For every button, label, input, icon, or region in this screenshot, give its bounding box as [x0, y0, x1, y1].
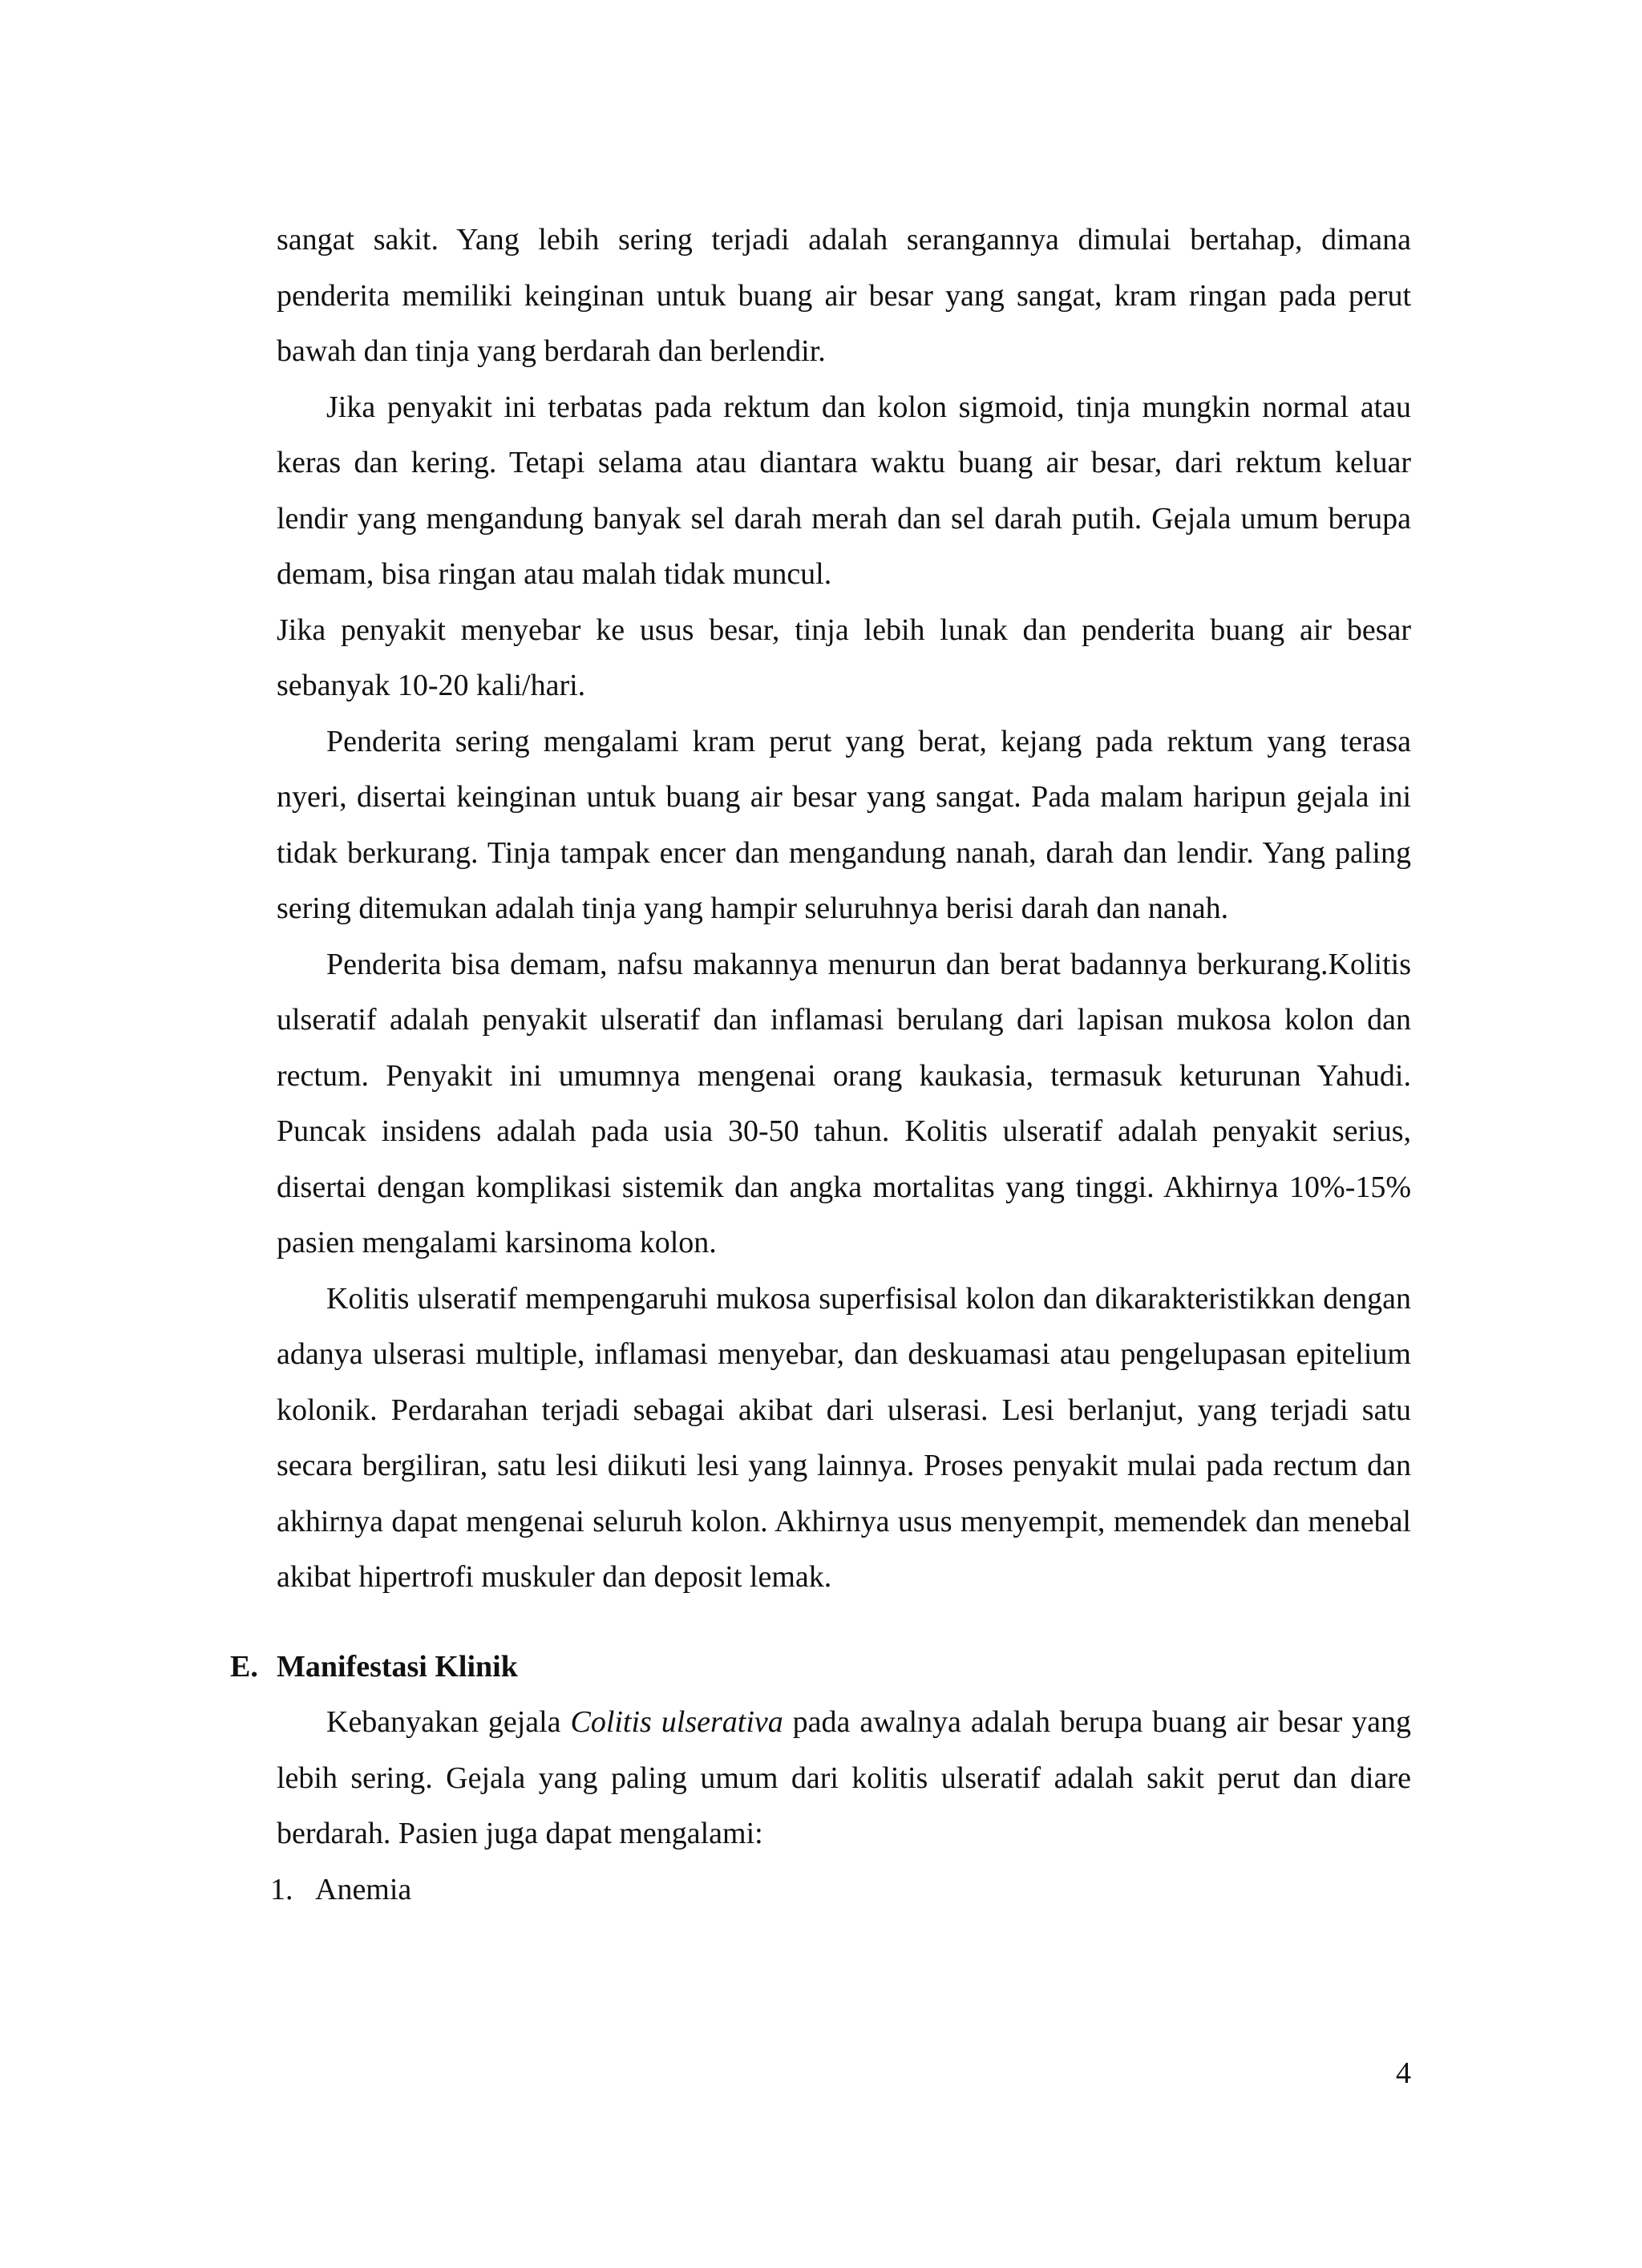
section-intro [277, 1695, 1411, 1862]
paragraph-rektum-sigmoid: Jika penyakit ini terbatas pada rektum dan kolon sigmoid, tinja mungkin normal atau keras dan kering. Tetapi selama atau diantara waktu buang air besar, dari rektum keluar lendir yang mengandung banyak sel darah merah dan sel darah putih. Gejala umum berupa demam, bisa ringan atau malah tidak muncul. [277, 390, 1411, 591]
section-heading [230, 1639, 1411, 1696]
paragraph-usus-besar: Jika penyakit menyebar ke usus besar, tinja lebih lunak dan penderita buang air besar sebanyak 10-20 kali/hari. [277, 612, 1411, 702]
intro-text-before: Kebanyakan gejala [326, 1705, 571, 1739]
section-title: Manifestasi Klinik [277, 1649, 518, 1684]
paragraph-kram-perut: Penderita sering mengalami kram perut yang berat, kejang pada rektum yang terasa nyeri, disertai keinginan untuk buang air besar yang sangat. Pada malam haripun gejala ini tidak berkurang. Tinja tampak encer dan mengandung nanah, darah dan lendir. Yang paling sering ditemukan adalah tinja yang hampir seluruhnya berisi darah dan nanah. [277, 724, 1411, 925]
intro-italic-term: Colitis ulserativa [570, 1705, 783, 1739]
paragraph-kolitis-mukosa: Kolitis ulseratif mempengaruhi mukosa superfisisal kolon dan dikarakteristikkan dengan adanya ulserasi multiple, inflamasi menyebar, dan deskuamasi atau pengelupasan epitelium kolonik. Perdarahan terjadi sebagai akibat dari ulserasi. Lesi berlanjut, yang terjadi satu secara bergiliran, satu lesi diikuti lesi yang lainnya. Proses penyakit mulai pada rectum dan akhirnya dapat mengenai seluruh kolon. Akhirnya usus menyempit, memendek dan menebal akibat hipertrofi muskuler dan deposit lemak. [277, 1281, 1411, 1594]
intro-text-after: pada awalnya adalah berupa buang air besar yang lebih sering. Gejala yang paling umum dari kolitis ulseratif adalah sakit perut dan diare berdarah. Pasien juga dapat mengalami: [277, 1705, 1411, 1850]
paragraph-continuation: sangat sakit. Yang lebih sering terjadi adalah serangannya dimulai bertahap, dimana penderita memiliki keinginan untuk buang air besar yang sangat, kram ringan pada perut bawah dan tinja yang berdarah dan berlendir. [277, 223, 1411, 368]
section-letter: E. [230, 1649, 258, 1684]
paragraph-kolitis-definisi: Penderita bisa demam, nafsu makannya menurun dan berat badannya berkurang.Kolitis ulseratif adalah penyakit ulseratif dan inflamasi berulang dari lapisan mukosa kolon dan rectum. Penyakit ini umumnya mengenai orang kaukasia, termasuk keturunan Yahudi. Puncak insidens adalah pada usia 30-50 tahun. Kolitis ulseratif adalah penyakit serius, disertai dengan komplikasi sistemik dan angka mortalitas yang tinggi. Akhirnya 10%-15% pasien mengalami karsinoma kolon. [277, 947, 1411, 1259]
page-number: 4 [1396, 2056, 1411, 2090]
list-item-text: Anemia [315, 1872, 412, 1906]
document-body [230, 212, 1411, 1918]
list-item [270, 1862, 1411, 1918]
list-item-number: 1. [270, 1872, 293, 1906]
